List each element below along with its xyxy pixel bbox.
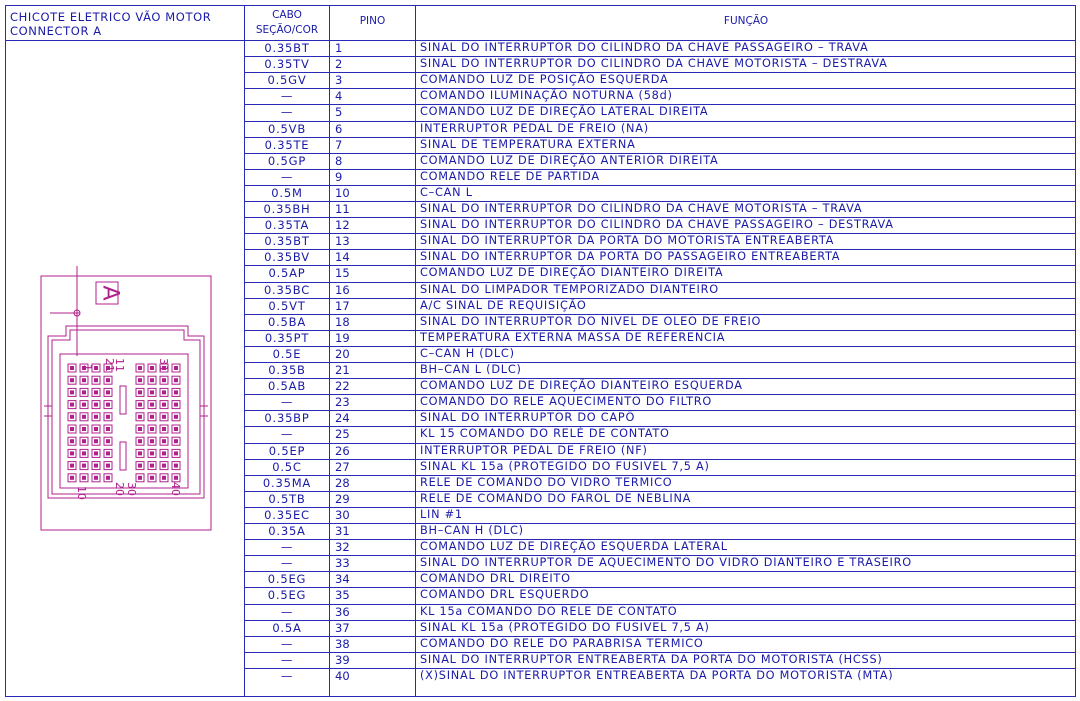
table-row xyxy=(245,459,1074,475)
cabo-cell: 0.35B xyxy=(268,363,306,377)
pin-contact xyxy=(138,451,142,455)
table-row xyxy=(245,523,1074,539)
table-row xyxy=(245,410,1074,426)
funcao-cell: SINAL KL 15a (PROTEGIDO DO FUSIVEL 7,5 A) xyxy=(420,620,710,634)
pin-contact xyxy=(174,390,178,394)
funcao-cell: C–CAN L xyxy=(420,185,473,199)
table-row xyxy=(245,475,1074,491)
cabo-cell: — xyxy=(280,652,294,667)
table-row xyxy=(245,426,1074,442)
pin-contact xyxy=(162,439,166,443)
table-row xyxy=(245,88,1074,104)
pin-contact xyxy=(94,378,98,382)
cabo-cell: 0.35TA xyxy=(264,218,310,233)
table-row xyxy=(245,604,1074,620)
pino-cell: 35 xyxy=(335,588,350,603)
pin-contact xyxy=(174,415,178,419)
pino-cell: 27 xyxy=(335,459,350,474)
table-row xyxy=(245,265,1074,281)
pin-contact xyxy=(82,464,86,468)
cabo-cell: 0.35TV xyxy=(264,57,310,72)
pin-contact xyxy=(70,415,74,419)
cabo-cell: 0.5GP xyxy=(267,153,307,168)
pin-contact xyxy=(106,427,110,431)
pin-label-31: 31 xyxy=(157,358,170,372)
pin-label-1: 1 xyxy=(81,364,94,371)
funcao-cell: SINAL DO INTERRUPTOR ENTREABERTA DA PORTA DO MOTORISTA (HCSS) xyxy=(420,652,883,666)
table-row xyxy=(245,491,1074,507)
cabo-cell: 0.35BV xyxy=(264,250,310,265)
pin-contact xyxy=(150,451,154,455)
funcao-cell: SINAL DO INTERRUPTOR DO CILINDRO DA CHAVE MOTORISTA – TRAVA xyxy=(420,202,863,215)
cabo-cell: 0.5VB xyxy=(267,121,307,136)
funcao-cell: COMANDO RELE DE PARTIDA xyxy=(420,169,600,183)
pin-contact xyxy=(162,476,166,480)
pin-contact xyxy=(82,378,86,382)
pin-label-21: 21 xyxy=(103,358,116,372)
pin-contact xyxy=(150,378,154,382)
pin-contact xyxy=(94,427,98,431)
pino-cell: 25 xyxy=(335,427,350,442)
table-row xyxy=(245,298,1074,314)
pin-contact xyxy=(162,403,166,407)
pin-contact xyxy=(174,464,178,468)
funcao-cell: BH–CAN H (DLC) xyxy=(420,524,524,537)
cabo-cell: — xyxy=(280,427,294,442)
table-row xyxy=(245,587,1074,603)
pin-contact xyxy=(82,439,86,443)
pin-contact xyxy=(70,439,74,443)
pin-contact xyxy=(82,476,86,480)
table-row xyxy=(245,378,1074,394)
table-row xyxy=(245,121,1074,137)
pin-contact xyxy=(174,378,178,382)
cabo-cell: 0.5GV xyxy=(267,73,307,88)
cabo-cell: 0.5AB xyxy=(267,379,307,394)
cabo-cell: 0.5VT xyxy=(268,298,306,313)
key-slot-lower xyxy=(120,442,126,470)
pin-contact xyxy=(162,415,166,419)
pin-contact xyxy=(150,427,154,431)
table-row xyxy=(245,443,1074,459)
pino-cell: 20 xyxy=(335,346,350,361)
pino-cell: 34 xyxy=(335,572,350,587)
cabo-cell: 0.35PT xyxy=(264,330,310,345)
pino-cell: 4 xyxy=(335,89,343,104)
pin-contact xyxy=(70,464,74,468)
pin-contact xyxy=(82,403,86,407)
cabo-cell: — xyxy=(280,540,294,555)
cabo-cell: — xyxy=(280,169,294,184)
pin-contact xyxy=(82,427,86,431)
cabo-cell: 0.35EC xyxy=(264,507,310,522)
table-row xyxy=(245,153,1074,169)
cabo-cell: — xyxy=(280,89,294,104)
pino-cell: 17 xyxy=(335,298,350,313)
pin-contact xyxy=(94,403,98,407)
pin-contact xyxy=(70,378,74,382)
cabo-cell: 0.5M xyxy=(271,185,303,200)
cabo-cell: 0.5A xyxy=(272,620,302,635)
pin-contact xyxy=(94,439,98,443)
table-row xyxy=(245,362,1074,378)
pino-cell: 9 xyxy=(335,169,343,184)
table-row xyxy=(245,555,1074,571)
funcao-cell: SINAL DO LIMPADOR TEMPORIZADO DIANTEIRO xyxy=(420,282,719,296)
pino-cell: 11 xyxy=(335,202,350,216)
pino-cell: 15 xyxy=(335,266,350,281)
pin-contact xyxy=(138,378,142,382)
document-title xyxy=(10,10,211,38)
connector-a-diagram xyxy=(40,266,212,532)
pin-contact xyxy=(106,476,110,480)
table-row xyxy=(245,346,1074,362)
pin-contact xyxy=(162,390,166,394)
pin-contact xyxy=(162,451,166,455)
cabo-cell: 0.5EG xyxy=(267,588,307,603)
pin-contact xyxy=(70,427,74,431)
funcao-cell: A/C SINAL DE REQUISIÇÃO xyxy=(420,298,587,312)
pin-contact xyxy=(70,366,74,370)
funcao-cell: KL 15a COMANDO DO RELE DE CONTATO xyxy=(420,604,678,618)
pin-contact xyxy=(162,427,166,431)
cabo-cell: — xyxy=(280,668,294,683)
pino-cell: 38 xyxy=(335,636,350,651)
table-row xyxy=(245,652,1074,668)
pin-label-30: 30 xyxy=(125,482,138,496)
table-row xyxy=(245,56,1074,72)
pin-contact xyxy=(106,451,110,455)
pin-contact xyxy=(150,476,154,480)
pin-contact xyxy=(138,439,142,443)
funcao-cell: SINAL DE TEMPERATURA EXTERNA xyxy=(420,137,636,151)
cabo-cell: 0.35TE xyxy=(264,137,310,152)
pino-cell: 40 xyxy=(335,668,350,683)
pin-contact xyxy=(138,476,142,480)
pin-contact xyxy=(138,366,142,370)
pin-contact xyxy=(106,403,110,407)
pin-label-11: 11 xyxy=(113,358,126,372)
table-row xyxy=(245,249,1074,265)
pin-contact xyxy=(174,366,178,370)
column-header-funcao: FUNÇÃO xyxy=(723,15,769,27)
table-row xyxy=(245,137,1074,153)
funcao-cell: RELE DE COMANDO DO FAROL DE NEBLINA xyxy=(420,491,692,505)
table-row xyxy=(245,217,1074,233)
pin-contact xyxy=(150,415,154,419)
column-header-cabo xyxy=(245,8,329,38)
table-row xyxy=(245,620,1074,636)
funcao-cell: SINAL DO INTERRUPTOR DE AQUECIMENTO DO VIDRO DIANTEIRO E TRASEIRO xyxy=(420,556,912,570)
pino-cell: 3 xyxy=(335,73,343,88)
pin-contact xyxy=(174,403,178,407)
pin-contact xyxy=(82,415,86,419)
pin-contact xyxy=(138,427,142,431)
pin-contact xyxy=(106,378,110,382)
pin-contact xyxy=(94,476,98,480)
cabo-cell: — xyxy=(280,556,294,571)
funcao-cell: (X)SINAL DO INTERRUPTOR ENTREABERTA DA PORTA DO MOTORISTA (MTA) xyxy=(420,668,894,682)
table-row xyxy=(245,169,1074,185)
cabo-cell: 0.35BH xyxy=(263,202,311,216)
table-row xyxy=(245,201,1074,217)
funcao-cell: SINAL DO INTERRUPTOR DO CILINDRO DA CHAVE PASSAGEIRO – DESTRAVA xyxy=(420,218,894,232)
funcao-cell: INTERRUPTOR PEDAL DE FREIO (NA) xyxy=(420,121,649,135)
funcao-cell: SINAL DO INTERRUPTOR DA PORTA DO PASSAGEIRO ENTREABERTA xyxy=(420,250,841,264)
pin-label-40: 40 xyxy=(169,482,182,496)
cabo-cell: 0.35BT xyxy=(264,234,310,249)
pino-cell: 33 xyxy=(335,556,350,571)
pino-cell: 2 xyxy=(335,57,343,72)
pin-contact xyxy=(94,464,98,468)
pino-cell: 7 xyxy=(335,137,343,152)
cabo-cell: 0.35MA xyxy=(262,475,312,490)
pino-cell: 14 xyxy=(335,250,350,265)
funcao-cell: RELE DE COMANDO DO VIDRO TERMICO xyxy=(420,475,673,489)
table-row xyxy=(245,185,1074,201)
cabo-cell: 0.5E xyxy=(272,346,302,361)
funcao-cell: COMANDO LUZ DE DIREÇÃO DIANTEIRO DIREITA xyxy=(420,266,724,280)
pino-cell: 24 xyxy=(335,411,350,426)
pino-cell: 18 xyxy=(335,314,350,329)
pino-cell: 1 xyxy=(335,41,343,55)
table-row xyxy=(245,233,1074,249)
funcao-cell: COMANDO DRL ESQUERDO xyxy=(420,588,590,602)
pin-contact xyxy=(106,464,110,468)
table-row xyxy=(245,72,1074,88)
table-row xyxy=(245,394,1074,410)
pin-contact xyxy=(150,439,154,443)
cabo-cell: 0.5TB xyxy=(268,491,306,506)
pin-contact xyxy=(174,476,178,480)
pin-contact xyxy=(82,390,86,394)
pino-cell: 10 xyxy=(335,185,350,200)
funcao-cell: SINAL DO INTERRUPTOR DA PORTA DO MOTORISTA ENTREABERTA xyxy=(420,234,835,248)
table-row xyxy=(245,636,1074,652)
funcao-cell: C–CAN H (DLC) xyxy=(420,346,515,360)
table-row xyxy=(245,539,1074,555)
pin-contact xyxy=(94,390,98,394)
pino-cell: 32 xyxy=(335,540,350,555)
pin-contact xyxy=(150,366,154,370)
pin-contact xyxy=(94,415,98,419)
pin-contact xyxy=(174,427,178,431)
funcao-cell: COMANDO LUZ DE POSIÇÃO ESQUERDA xyxy=(420,73,669,87)
funcao-cell: COMANDO LUZ DE DIREÇÃO DIANTEIRO ESQUERDA xyxy=(420,379,743,393)
pino-cell: 29 xyxy=(335,491,350,506)
funcao-cell: TEMPERATURA EXTERNA MASSA DE REFERENCIA xyxy=(420,330,726,344)
cabo-cell: 0.5EG xyxy=(267,572,307,587)
pino-cell: 26 xyxy=(335,443,350,458)
cabo-cell: 0.5BA xyxy=(267,314,307,329)
pin-contact xyxy=(70,390,74,394)
pin-contact xyxy=(70,451,74,455)
pin-contact xyxy=(174,439,178,443)
funcao-cell: SINAL DO INTERRUPTOR DO CILINDRO DA CHAVE MOTORISTA – DESTRAVA xyxy=(420,57,888,71)
table-row xyxy=(245,40,1074,56)
cabo-cell: — xyxy=(280,604,294,619)
column-header-pino: PINO xyxy=(359,15,386,27)
pino-cell: 31 xyxy=(335,524,350,538)
pino-cell: 6 xyxy=(335,121,343,136)
title-line-2: CONNECTOR A xyxy=(10,24,102,38)
cabo-cell: — xyxy=(280,395,294,410)
connector-label-a: A xyxy=(97,285,123,301)
pin-contact xyxy=(138,390,142,394)
pin-label-10: 10 xyxy=(75,486,88,500)
header-divider xyxy=(5,40,244,41)
pin-field-frame xyxy=(60,354,188,488)
funcao-cell: COMANDO LUZ DE DIREÇÃO LATERAL DIREITA xyxy=(420,105,709,119)
cabo-cell: — xyxy=(280,636,294,651)
pin-contact xyxy=(138,415,142,419)
pino-cell: 39 xyxy=(335,652,350,667)
title-line-1: CHICOTE ELETRICO VÃO MOTOR xyxy=(10,10,212,24)
table-row xyxy=(245,507,1074,523)
table-row xyxy=(245,330,1074,346)
key-slot-upper xyxy=(120,386,126,414)
pino-cell: 28 xyxy=(335,475,350,490)
cabo-cell: 0.35BC xyxy=(263,282,311,297)
cabo-cell: 0.35A xyxy=(268,524,306,538)
cabo-cell: 0.35BT xyxy=(264,41,310,55)
pin-contact xyxy=(70,476,74,480)
funcao-cell: INTERRUPTOR PEDAL DE FREIO (NF) xyxy=(420,443,648,457)
pino-cell: 36 xyxy=(335,604,350,619)
pino-cell: 19 xyxy=(335,330,350,345)
pin-contact xyxy=(94,451,98,455)
funcao-cell: SINAL KL 15a (PROTEGIDO DO FUSIVEL 7,5 A) xyxy=(420,459,710,473)
pino-cell: 23 xyxy=(335,395,350,410)
funcao-cell: SINAL DO INTERRUPTOR DO CAPÔ xyxy=(420,411,636,425)
pin-contact xyxy=(150,403,154,407)
table-row xyxy=(245,668,1074,684)
pino-cell: 8 xyxy=(335,153,343,168)
funcao-cell: COMANDO LUZ DE DIREÇÃO ANTERIOR DIREITA xyxy=(420,153,719,167)
pin-contact xyxy=(150,464,154,468)
pino-cell: 37 xyxy=(335,620,350,635)
funcao-cell: SINAL DO INTERRUPTOR DO NIVEL DE OLEO DE FREIO xyxy=(420,314,762,328)
cabo-cell: 0.35BP xyxy=(264,411,310,426)
pin-contact xyxy=(138,464,142,468)
pin-contact xyxy=(150,390,154,394)
pin-contact xyxy=(70,403,74,407)
funcao-cell: COMANDO DO RELE AQUECIMENTO DO FILTRO xyxy=(420,395,712,409)
cabo-cell: 0.5C xyxy=(272,459,302,474)
pin-contact xyxy=(82,451,86,455)
pin-contact xyxy=(162,464,166,468)
cabo-cell: — xyxy=(280,105,294,120)
pin-label-20: 20 xyxy=(113,482,126,496)
funcao-cell: COMANDO DO RELE DO PARABRISA TERMICO xyxy=(420,636,704,650)
pino-cell: 16 xyxy=(335,282,350,297)
pino-cell: 22 xyxy=(335,379,350,394)
funcao-cell: COMANDO DRL DIREITO xyxy=(420,572,571,586)
pin-contact xyxy=(138,403,142,407)
pin-contact xyxy=(106,415,110,419)
pino-cell: 21 xyxy=(335,363,350,377)
funcao-cell: BH–CAN L (DLC) xyxy=(420,363,522,376)
funcao-cell: KL 15 COMANDO DO RELÉ DE CONTATO xyxy=(420,427,670,441)
pin-contact xyxy=(106,439,110,443)
pin-contact xyxy=(106,390,110,394)
pin-grid xyxy=(68,364,180,482)
pino-cell: 30 xyxy=(335,507,350,522)
cabo-cell: 0.5EP xyxy=(268,443,306,458)
funcao-cell: SINAL DO INTERRUPTOR DO CILINDRO DA CHAVE PASSAGEIRO – TRAVA xyxy=(420,41,869,54)
funcao-cell: LIN #1 xyxy=(420,507,463,521)
funcao-cell: COMANDO ILUMINAÇÃO NOTURNA (58d) xyxy=(420,89,673,103)
table-row xyxy=(245,104,1074,120)
pin-contact xyxy=(174,451,178,455)
pino-cell: 5 xyxy=(335,105,343,120)
funcao-cell: COMANDO LUZ DE DIREÇÃO ESQUERDA LATERAL xyxy=(420,540,728,554)
table-row xyxy=(245,282,1074,298)
column-header-cabo-line-2: SEÇÃO/COR xyxy=(255,24,319,36)
pino-cell: 12 xyxy=(335,218,350,233)
pino-cell: 13 xyxy=(335,234,350,249)
pin-contact xyxy=(162,378,166,382)
column-header-cabo-line-1: CABO xyxy=(272,9,302,21)
table-row xyxy=(245,314,1074,330)
cabo-cell: 0.5AP xyxy=(268,266,306,281)
table-row xyxy=(245,571,1074,587)
